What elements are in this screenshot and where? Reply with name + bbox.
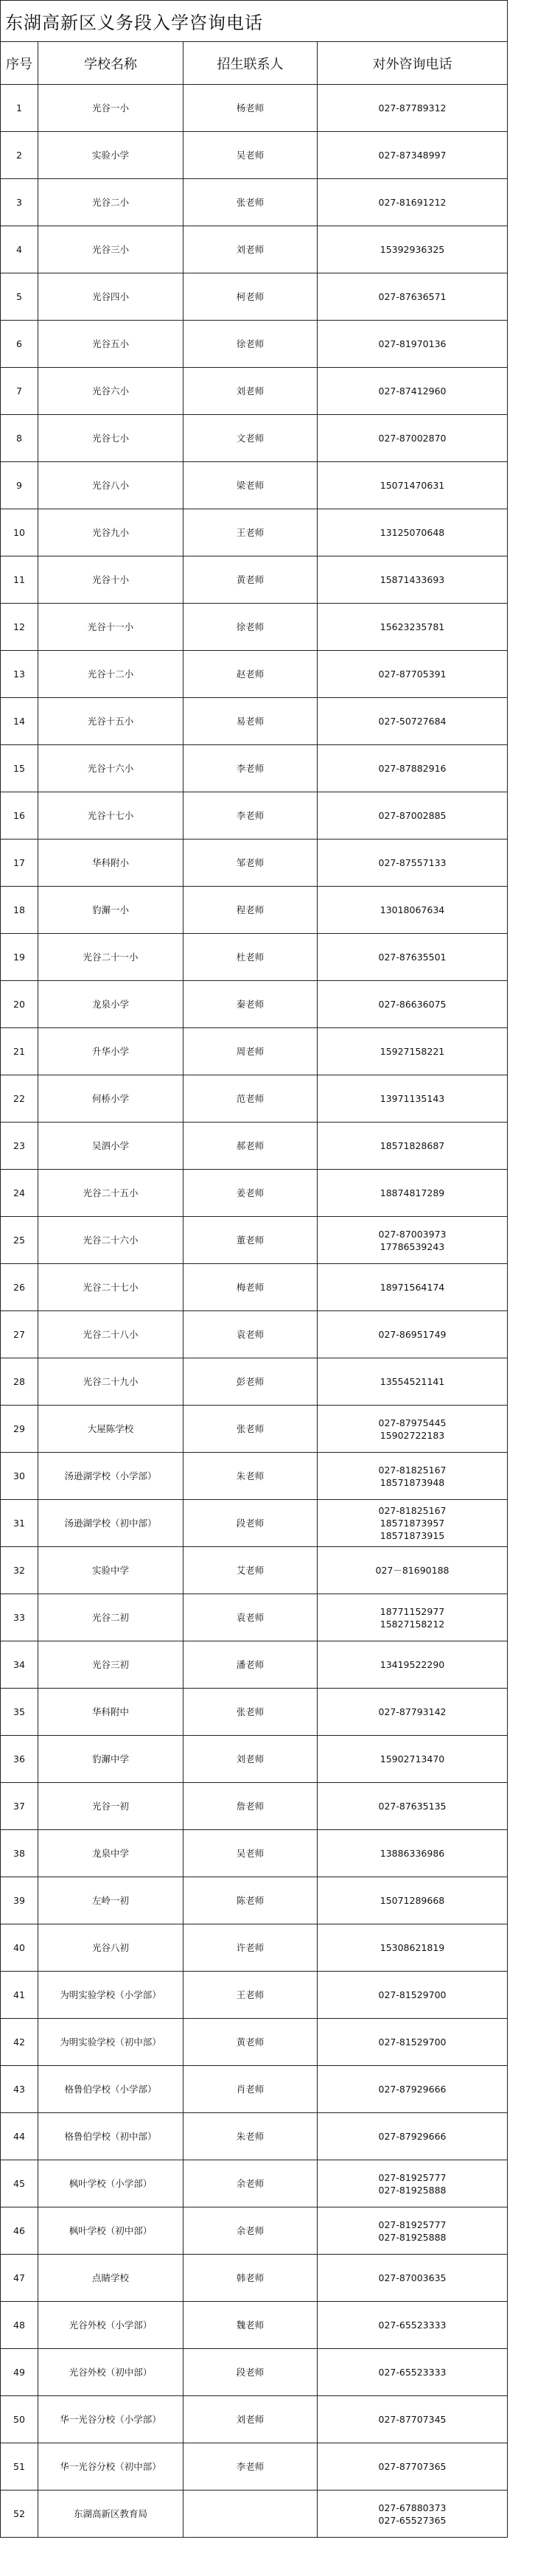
cell-no: 12 (1, 604, 38, 651)
cell-contact: 赵老师 (183, 651, 318, 698)
table-row (1, 887, 508, 934)
cell-school: 光谷十六小 (38, 745, 183, 792)
cell-no: 21 (1, 1028, 38, 1075)
cell-phone: 13419522290 (318, 1641, 508, 1689)
cell-no: 25 (1, 1217, 38, 1264)
cell-contact: 刘老师 (183, 368, 318, 415)
cell-contact: 潘老师 (183, 1641, 318, 1689)
table-row (1, 509, 508, 556)
cell-contact: 周老师 (183, 1028, 318, 1075)
table-row (1, 698, 508, 745)
cell-no: 16 (1, 792, 38, 840)
cell-no: 31 (1, 1500, 38, 1547)
cell-contact: 易老师 (183, 698, 318, 745)
table-row (1, 2207, 508, 2255)
cell-phone: 027-87707365 (318, 2443, 508, 2491)
table-title: 东湖高新区义务段入学咨询电话 (1, 1, 508, 42)
cell-school: 实验小学 (38, 132, 183, 179)
table-row (1, 2491, 508, 2538)
cell-no: 3 (1, 179, 38, 226)
cell-phone: 027-87705391 (318, 651, 508, 698)
cell-phone: 13018067634 (318, 887, 508, 934)
cell-school: 华科附小 (38, 840, 183, 887)
cell-phone: 13886336986 (318, 1830, 508, 1877)
cell-no: 37 (1, 1783, 38, 1830)
cell-phone: 027－81690188 (318, 1547, 508, 1594)
cell-no: 47 (1, 2255, 38, 2302)
cell-contact: 朱老师 (183, 2113, 318, 2160)
cell-contact: 文老师 (183, 415, 318, 462)
cell-no: 49 (1, 2349, 38, 2396)
cell-school: 光谷三初 (38, 1641, 183, 1689)
cell-no: 43 (1, 2066, 38, 2113)
cell-contact: 张老师 (183, 179, 318, 226)
cell-phone: 15902713470 (318, 1736, 508, 1783)
cell-phone: 027-86951749 (318, 1311, 508, 1358)
cell-school: 光谷二小 (38, 179, 183, 226)
cell-contact: 陈老师 (183, 1877, 318, 1924)
header-phone: 对外咨询电话 (318, 42, 508, 85)
cell-contact: 彭老师 (183, 1358, 318, 1406)
table-row (1, 1170, 508, 1217)
cell-contact: 肖老师 (183, 2066, 318, 2113)
cell-school: 光谷十小 (38, 556, 183, 604)
cell-contact: 秦老师 (183, 981, 318, 1028)
table-row (1, 85, 508, 132)
cell-no: 9 (1, 462, 38, 509)
cell-contact: 刘老师 (183, 226, 318, 273)
cell-phone: 13554521141 (318, 1358, 508, 1406)
table-row (1, 2302, 508, 2349)
cell-contact: 张老师 (183, 1689, 318, 1736)
cell-phone: 027-87635501 (318, 934, 508, 981)
table-row (1, 1358, 508, 1406)
cell-no: 45 (1, 2160, 38, 2207)
cell-no: 8 (1, 415, 38, 462)
cell-no: 7 (1, 368, 38, 415)
cell-no: 17 (1, 840, 38, 887)
cell-contact: 姜老师 (183, 1170, 318, 1217)
cell-contact: 黄老师 (183, 2019, 318, 2066)
table-row (1, 368, 508, 415)
header-school: 学校名称 (38, 42, 183, 85)
cell-phone: 18571828687 (318, 1123, 508, 1170)
cell-school: 吴泗小学 (38, 1123, 183, 1170)
cell-school: 光谷六小 (38, 368, 183, 415)
cell-contact: 黄老师 (183, 556, 318, 604)
cell-school: 华一光谷分校（初中部） (38, 2443, 183, 2491)
cell-school: 光谷外校（初中部） (38, 2349, 183, 2396)
cell-contact: 郝老师 (183, 1123, 318, 1170)
table-row (1, 840, 508, 887)
cell-school: 光谷二初 (38, 1594, 183, 1641)
header-no: 序号 (1, 42, 38, 85)
cell-school: 格鲁伯学校（小学部） (38, 2066, 183, 2113)
cell-contact: 程老师 (183, 887, 318, 934)
cell-phone: 027-87929666 (318, 2066, 508, 2113)
cell-no: 5 (1, 273, 38, 321)
cell-contact: 李老师 (183, 792, 318, 840)
cell-no: 51 (1, 2443, 38, 2491)
cell-phone: 027-81825167 18571873957 18571873915 (318, 1500, 508, 1547)
table-row (1, 2113, 508, 2160)
cell-no: 14 (1, 698, 38, 745)
table-row (1, 934, 508, 981)
table-row (1, 179, 508, 226)
cell-no: 30 (1, 1453, 38, 1500)
cell-contact: 邹老师 (183, 840, 318, 887)
cell-phone: 027-87003973 17786539243 (318, 1217, 508, 1264)
cell-school: 为明实验学校（小学部） (38, 1972, 183, 2019)
cell-contact: 吴老师 (183, 132, 318, 179)
cell-contact: 梅老师 (183, 1264, 318, 1311)
cell-phone: 027-87348997 (318, 132, 508, 179)
table-row (1, 1972, 508, 2019)
cell-no: 32 (1, 1547, 38, 1594)
cell-phone: 027-81691212 (318, 179, 508, 226)
cell-phone: 15071289668 (318, 1877, 508, 1924)
cell-contact (183, 2491, 318, 2538)
cell-school: 光谷三小 (38, 226, 183, 273)
cell-contact: 张老师 (183, 1406, 318, 1453)
cell-contact: 艾老师 (183, 1547, 318, 1594)
cell-phone: 027-87636571 (318, 273, 508, 321)
cell-phone: 027-67880373 027-65527365 (318, 2491, 508, 2538)
cell-phone: 027-81529700 (318, 2019, 508, 2066)
table-row (1, 2349, 508, 2396)
cell-contact: 董老师 (183, 1217, 318, 1264)
cell-no: 4 (1, 226, 38, 273)
cell-phone: 15927158221 (318, 1028, 508, 1075)
table-row (1, 1217, 508, 1264)
cell-phone: 027-50727684 (318, 698, 508, 745)
cell-contact: 杜老师 (183, 934, 318, 981)
cell-contact: 李老师 (183, 745, 318, 792)
cell-phone: 18874817289 (318, 1170, 508, 1217)
cell-contact: 刘老师 (183, 1736, 318, 1783)
cell-phone: 027-65523333 (318, 2302, 508, 2349)
table-row (1, 1406, 508, 1453)
cell-no: 40 (1, 1924, 38, 1972)
table-row (1, 2066, 508, 2113)
cell-phone: 027-87412960 (318, 368, 508, 415)
table-row (1, 2443, 508, 2491)
table-row (1, 2396, 508, 2443)
cell-school: 汤逊湖学校（初中部） (38, 1500, 183, 1547)
cell-phone: 027-87929666 (318, 2113, 508, 2160)
cell-contact: 王老师 (183, 1972, 318, 2019)
table-row (1, 415, 508, 462)
cell-no: 50 (1, 2396, 38, 2443)
table-row (1, 462, 508, 509)
table-row (1, 2160, 508, 2207)
cell-phone: 13125070648 (318, 509, 508, 556)
cell-school: 光谷二十一小 (38, 934, 183, 981)
cell-phone: 027-87975445 15902722183 (318, 1406, 508, 1453)
cell-school: 光谷十二小 (38, 651, 183, 698)
cell-contact: 朱老师 (183, 1453, 318, 1500)
cell-school: 光谷四小 (38, 273, 183, 321)
cell-phone: 15392936325 (318, 226, 508, 273)
cell-school: 大屋陈学校 (38, 1406, 183, 1453)
cell-no: 48 (1, 2302, 38, 2349)
cell-no: 35 (1, 1689, 38, 1736)
cell-school: 光谷二十九小 (38, 1358, 183, 1406)
cell-contact: 许老师 (183, 1924, 318, 1972)
cell-no: 15 (1, 745, 38, 792)
table-row (1, 1547, 508, 1594)
cell-no: 36 (1, 1736, 38, 1783)
cell-school: 光谷外校（小学部） (38, 2302, 183, 2349)
cell-phone: 18771152977 15827158212 (318, 1594, 508, 1641)
cell-school: 为明实验学校（初中部） (38, 2019, 183, 2066)
cell-no: 42 (1, 2019, 38, 2066)
cell-school: 豹澥中学 (38, 1736, 183, 1783)
cell-no: 2 (1, 132, 38, 179)
cell-phone: 18971564174 (318, 1264, 508, 1311)
table-row (1, 1689, 508, 1736)
cell-no: 44 (1, 2113, 38, 2160)
cell-phone: 15071470631 (318, 462, 508, 509)
table-row (1, 556, 508, 604)
cell-no: 26 (1, 1264, 38, 1311)
table-row (1, 1877, 508, 1924)
table-row (1, 604, 508, 651)
cell-no: 41 (1, 1972, 38, 2019)
cell-school: 光谷九小 (38, 509, 183, 556)
cell-school: 光谷七小 (38, 415, 183, 462)
table-row (1, 981, 508, 1028)
cell-school: 光谷二十五小 (38, 1170, 183, 1217)
cell-no: 38 (1, 1830, 38, 1877)
table-row (1, 1641, 508, 1689)
cell-school: 光谷十七小 (38, 792, 183, 840)
cell-school: 光谷五小 (38, 321, 183, 368)
cell-no: 33 (1, 1594, 38, 1641)
cell-phone: 027-87003635 (318, 2255, 508, 2302)
cell-no: 11 (1, 556, 38, 604)
cell-school: 点睛学校 (38, 2255, 183, 2302)
cell-school: 龙泉中学 (38, 1830, 183, 1877)
cell-phone: 027-81925777 027-81925888 (318, 2207, 508, 2255)
cell-school: 光谷一小 (38, 85, 183, 132)
cell-contact: 王老师 (183, 509, 318, 556)
cell-contact: 梁老师 (183, 462, 318, 509)
cell-contact: 余老师 (183, 2160, 318, 2207)
cell-contact: 詹老师 (183, 1783, 318, 1830)
table-row (1, 1123, 508, 1170)
cell-contact: 范老师 (183, 1075, 318, 1123)
table-row (1, 792, 508, 840)
cell-contact: 刘老师 (183, 2396, 318, 2443)
table-row (1, 1594, 508, 1641)
cell-school: 华科附中 (38, 1689, 183, 1736)
cell-school: 光谷八初 (38, 1924, 183, 1972)
cell-phone: 13971135143 (318, 1075, 508, 1123)
table-row (1, 1028, 508, 1075)
cell-phone: 027-81529700 (318, 1972, 508, 2019)
cell-no: 10 (1, 509, 38, 556)
cell-contact: 韩老师 (183, 2255, 318, 2302)
table-row (1, 2255, 508, 2302)
cell-no: 20 (1, 981, 38, 1028)
cell-no: 23 (1, 1123, 38, 1170)
cell-school: 东湖高新区教育局 (38, 2491, 183, 2538)
table-row (1, 1453, 508, 1500)
cell-contact: 吴老师 (183, 1830, 318, 1877)
table-row (1, 1264, 508, 1311)
cell-phone: 027-87002870 (318, 415, 508, 462)
cell-no: 29 (1, 1406, 38, 1453)
cell-school: 实验中学 (38, 1547, 183, 1594)
table-row (1, 1783, 508, 1830)
cell-contact: 段老师 (183, 2349, 318, 2396)
cell-school: 格鲁伯学校（初中部） (38, 2113, 183, 2160)
cell-school: 光谷二十七小 (38, 1264, 183, 1311)
cell-no: 1 (1, 85, 38, 132)
cell-school: 升华小学 (38, 1028, 183, 1075)
cell-contact: 徐老师 (183, 604, 318, 651)
table-row (1, 132, 508, 179)
cell-no: 6 (1, 321, 38, 368)
cell-phone: 027-87789312 (318, 85, 508, 132)
cell-school: 汤逊湖学校（小学部） (38, 1453, 183, 1500)
cell-school: 左岭一初 (38, 1877, 183, 1924)
cell-phone: 027-87635135 (318, 1783, 508, 1830)
table-row (1, 321, 508, 368)
cell-no: 34 (1, 1641, 38, 1689)
cell-contact: 袁老师 (183, 1594, 318, 1641)
table-row (1, 273, 508, 321)
table-row (1, 1924, 508, 1972)
table-row (1, 1311, 508, 1358)
cell-contact: 柯老师 (183, 273, 318, 321)
cell-no: 27 (1, 1311, 38, 1358)
cell-phone: 027-81970136 (318, 321, 508, 368)
cell-contact: 徐老师 (183, 321, 318, 368)
title-row (1, 1, 508, 42)
table-row (1, 2019, 508, 2066)
table-row (1, 226, 508, 273)
cell-school: 枫叶学校（初中部） (38, 2207, 183, 2255)
cell-phone: 027-81825167 18571873948 (318, 1453, 508, 1500)
table-row (1, 1736, 508, 1783)
cell-school: 光谷一初 (38, 1783, 183, 1830)
cell-phone: 15623235781 (318, 604, 508, 651)
cell-no: 22 (1, 1075, 38, 1123)
cell-no: 28 (1, 1358, 38, 1406)
header-row (1, 42, 508, 85)
cell-no: 24 (1, 1170, 38, 1217)
cell-school: 豹澥一小 (38, 887, 183, 934)
cell-phone: 027-87557133 (318, 840, 508, 887)
table-row (1, 1500, 508, 1547)
table-row (1, 745, 508, 792)
cell-no: 46 (1, 2207, 38, 2255)
cell-phone: 15308621819 (318, 1924, 508, 1972)
cell-contact: 袁老师 (183, 1311, 318, 1358)
cell-no: 39 (1, 1877, 38, 1924)
table-row (1, 1075, 508, 1123)
cell-school: 华一光谷分校（小学部） (38, 2396, 183, 2443)
cell-no: 19 (1, 934, 38, 981)
cell-phone: 027-65523333 (318, 2349, 508, 2396)
header-contact: 招生联系人 (183, 42, 318, 85)
cell-contact: 杨老师 (183, 85, 318, 132)
cell-school: 光谷八小 (38, 462, 183, 509)
cell-contact: 魏老师 (183, 2302, 318, 2349)
cell-school: 龙泉小学 (38, 981, 183, 1028)
cell-contact: 李老师 (183, 2443, 318, 2491)
cell-phone: 027-81925777 027-81925888 (318, 2160, 508, 2207)
cell-phone: 027-86636075 (318, 981, 508, 1028)
cell-contact: 余老师 (183, 2207, 318, 2255)
cell-school: 光谷十一小 (38, 604, 183, 651)
cell-phone: 027-87707345 (318, 2396, 508, 2443)
cell-no: 52 (1, 2491, 38, 2538)
cell-contact: 段老师 (183, 1500, 318, 1547)
table-row (1, 1830, 508, 1877)
cell-phone: 027-87002885 (318, 792, 508, 840)
cell-phone: 15871433693 (318, 556, 508, 604)
cell-no: 13 (1, 651, 38, 698)
cell-phone: 027-87882916 (318, 745, 508, 792)
cell-phone: 027-87793142 (318, 1689, 508, 1736)
cell-school: 光谷十五小 (38, 698, 183, 745)
cell-school: 光谷二十六小 (38, 1217, 183, 1264)
cell-school: 何桥小学 (38, 1075, 183, 1123)
cell-school: 光谷二十八小 (38, 1311, 183, 1358)
cell-no: 18 (1, 887, 38, 934)
cell-school: 枫叶学校（小学部） (38, 2160, 183, 2207)
table-row (1, 651, 508, 698)
